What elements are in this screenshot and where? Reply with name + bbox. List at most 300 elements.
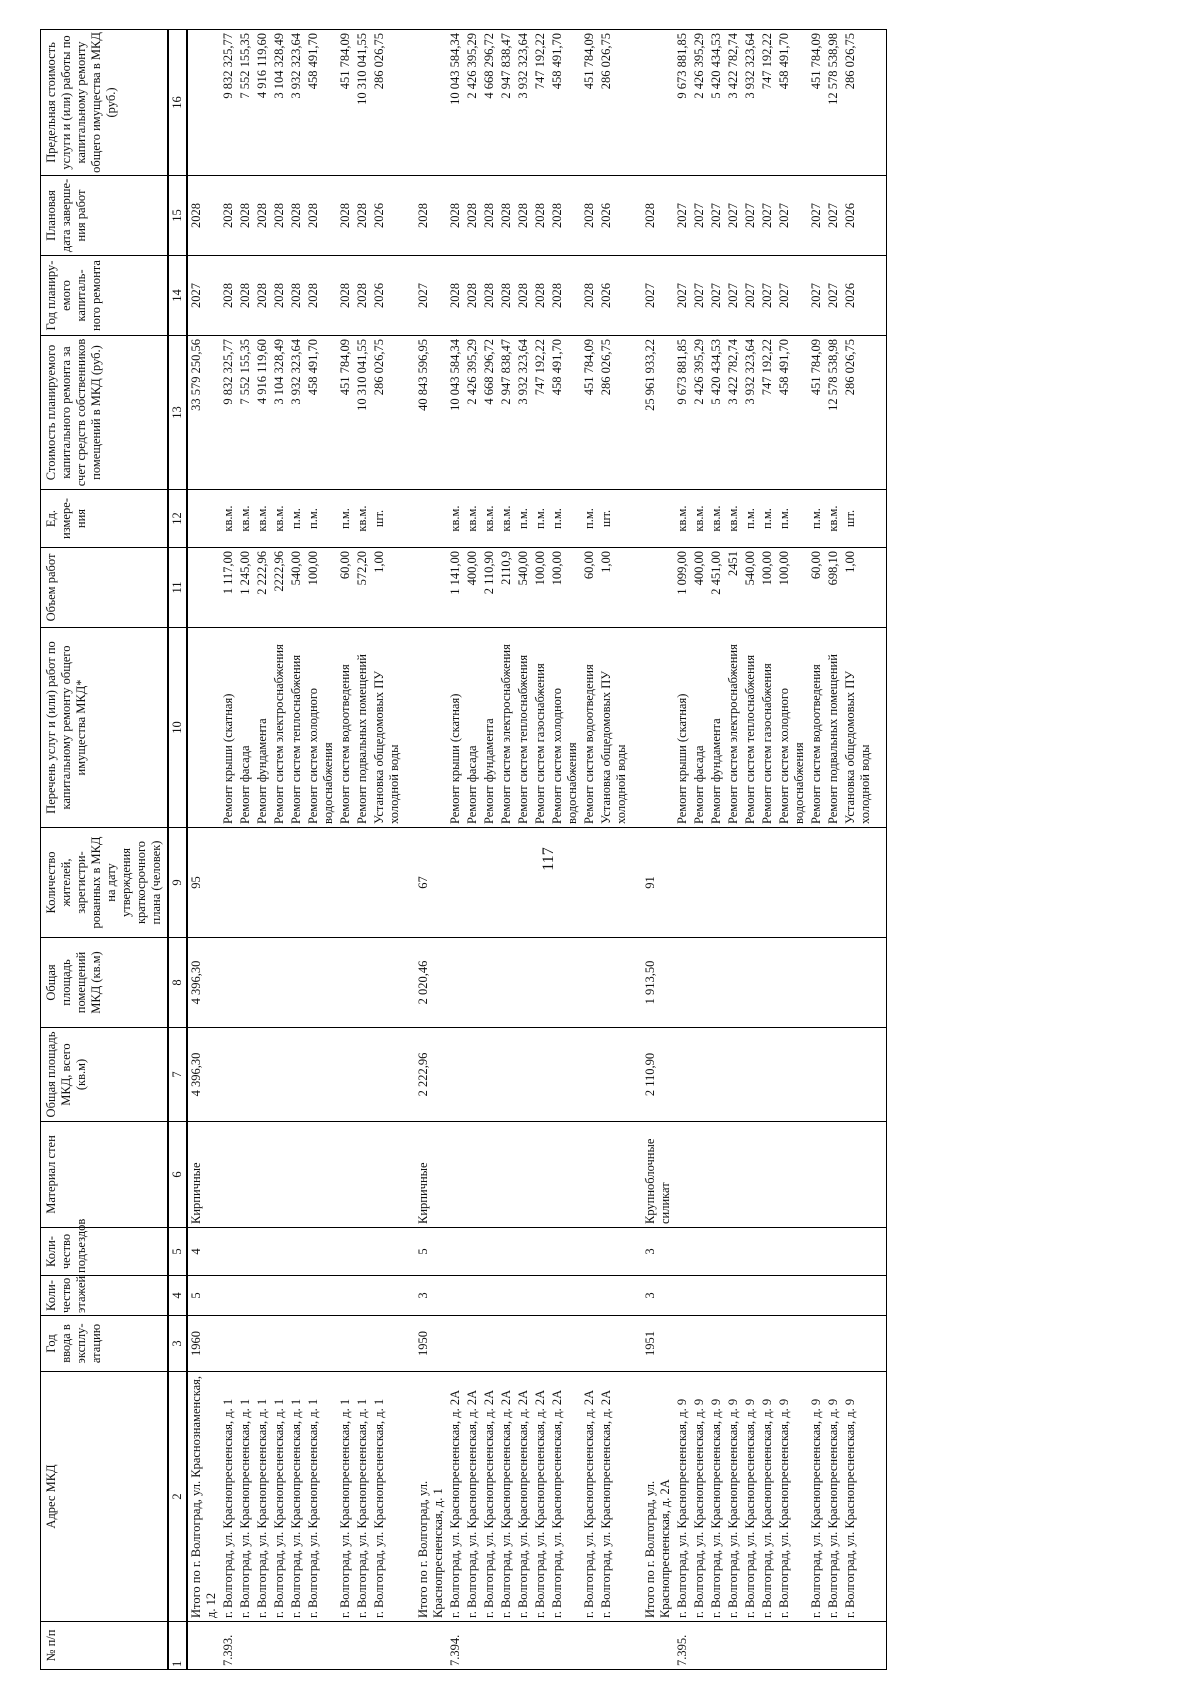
empty-cell [759, 1028, 776, 1122]
max-cost [187, 30, 220, 176]
end-date: 2027 [674, 176, 691, 256]
end-date: 2027 [725, 176, 742, 256]
row-index [354, 1622, 371, 1670]
work-type: Ремонт крыши (скатная) [447, 628, 464, 828]
empty-cell [271, 1276, 288, 1316]
max-cost [642, 30, 674, 176]
empty-cell [254, 1276, 271, 1316]
volume: 572,20 [354, 548, 371, 628]
max-cost: 3 104 328,49 [271, 30, 288, 176]
volume: 60,00 [337, 548, 354, 628]
plan-year: 2027 [776, 256, 808, 336]
empty-cell [220, 938, 237, 1028]
unit: п.м. [288, 490, 305, 548]
spacer-cell [630, 1622, 642, 1670]
table-row [220, 30, 237, 1670]
empty-cell [515, 1316, 532, 1372]
empty-cell [549, 1122, 581, 1228]
spacer-cell [874, 1028, 887, 1122]
cost: 4 668 296,72 [481, 336, 498, 490]
empty-cell [220, 828, 237, 938]
empty-cell [708, 1316, 725, 1372]
table-row [808, 30, 825, 1670]
spacer-cell [630, 1316, 642, 1372]
row-index [187, 1622, 220, 1670]
column-number-13: 13 [168, 336, 187, 490]
residents: 91 [642, 828, 674, 938]
plan-year: 2028 [271, 256, 288, 336]
empty-cell [220, 1122, 237, 1228]
max-cost: 286 026,75 [371, 30, 403, 176]
empty-cell [725, 1028, 742, 1122]
end-date: 2028 [481, 176, 498, 256]
empty-cell [305, 1276, 337, 1316]
spacer-cell [874, 336, 887, 490]
empty-cell [725, 1316, 742, 1372]
empty-cell [708, 1028, 725, 1122]
spacer-cell [630, 1228, 642, 1276]
table-row [532, 30, 549, 1670]
volume [415, 548, 447, 628]
volume: 1 141,00 [447, 548, 464, 628]
empty-cell [691, 1276, 708, 1316]
max-cost: 5 420 434,53 [708, 30, 725, 176]
work-type: Установка общедомовых ПУ холодной воды [371, 628, 403, 828]
empty-cell [464, 1276, 481, 1316]
spacer-cell [630, 336, 642, 490]
end-date: 2028 [415, 176, 447, 256]
year-built: 1960 [187, 1316, 220, 1372]
address: г. Волгоград, ул. Краснопресненская, д. 2А [447, 1372, 464, 1622]
plan-year: 2026 [842, 256, 874, 336]
address: г. Волгоград, ул. Краснопресненская, д. 9 [742, 1372, 759, 1622]
column-header-12: Ед. измере-ния [41, 490, 169, 548]
unit: шт. [598, 490, 630, 548]
empty-cell [305, 1228, 337, 1276]
empty-cell [271, 1228, 288, 1276]
max-cost: 286 026,75 [598, 30, 630, 176]
cost: 12 578 538,98 [825, 336, 842, 490]
spacer-cell [403, 938, 415, 1028]
year-built: 1950 [415, 1316, 447, 1372]
empty-cell [337, 1228, 354, 1276]
cost: 3 932 323,64 [742, 336, 759, 490]
row-index [464, 1622, 481, 1670]
spacer-cell [403, 256, 415, 336]
column-number-16: 16 [168, 30, 187, 176]
end-date: 2028 [642, 176, 674, 256]
address: г. Волгоград, ул. Краснопресненская, д. 9 [725, 1372, 742, 1622]
empty-cell [549, 938, 581, 1028]
cost: 9 673 881,85 [674, 336, 691, 490]
empty-cell [515, 1276, 532, 1316]
plan-year: 2028 [464, 256, 481, 336]
table-row [337, 30, 354, 1670]
empty-cell [776, 1228, 808, 1276]
plan-year: 2027 [742, 256, 759, 336]
plan-year: 2027 [415, 256, 447, 336]
wall-material: Кирпичные [415, 1122, 447, 1228]
max-cost: 747 192,22 [759, 30, 776, 176]
unit [642, 490, 674, 548]
empty-cell [447, 828, 464, 938]
plan-year: 2027 [691, 256, 708, 336]
address: г. Волгоград, ул. Краснопресненская, д. 9 [674, 1372, 691, 1622]
empty-cell [842, 1228, 874, 1276]
empty-cell [825, 938, 842, 1028]
max-cost: 458 491,70 [305, 30, 337, 176]
wall-material: Крупноблочные силикат [642, 1122, 674, 1228]
empty-cell [808, 1122, 825, 1228]
empty-cell [220, 1276, 237, 1316]
row-index: 7.394. [447, 1622, 464, 1670]
table-row [549, 30, 581, 1670]
spacer-cell [630, 490, 642, 548]
column-header-6: Материал стен [41, 1122, 169, 1228]
cost: 286 026,75 [598, 336, 630, 490]
row-index: 7.395. [674, 1622, 691, 1670]
volume: 1 245,00 [237, 548, 254, 628]
unit [415, 490, 447, 548]
empty-cell [498, 1276, 515, 1316]
max-cost: 3 932 323,64 [288, 30, 305, 176]
cost: 451 784,09 [581, 336, 598, 490]
row-index [825, 1622, 842, 1670]
empty-cell [674, 1228, 691, 1276]
row-index [642, 1622, 674, 1670]
volume: 1 117,00 [220, 548, 237, 628]
volume: 1 099,00 [674, 548, 691, 628]
spacer-cell [874, 256, 887, 336]
empty-cell [674, 1122, 691, 1228]
empty-cell [759, 828, 776, 938]
empty-cell [674, 1276, 691, 1316]
unit: кв.м. [674, 490, 691, 548]
empty-cell [842, 1122, 874, 1228]
empty-cell [825, 1316, 842, 1372]
column-header-5: Коли-чество подъездов [41, 1228, 169, 1276]
group-spacer [874, 30, 887, 1670]
empty-cell [288, 1122, 305, 1228]
floors: 3 [642, 1276, 674, 1316]
empty-cell [581, 1122, 598, 1228]
spacer-cell [874, 938, 887, 1028]
spacer-cell [630, 176, 642, 256]
empty-cell [271, 1316, 288, 1372]
empty-cell [515, 1028, 532, 1122]
group-total-row [187, 30, 220, 1670]
empty-cell [254, 938, 271, 1028]
address: г. Волгоград, ул. Краснопресненская, д. 2А [515, 1372, 532, 1622]
empty-cell [464, 1028, 481, 1122]
address: г. Волгоград, ул. Краснопресненская, д. 1 [305, 1372, 337, 1622]
unit: п.м. [759, 490, 776, 548]
unit: кв.м. [447, 490, 464, 548]
cost: 747 192,22 [532, 336, 549, 490]
empty-cell [742, 1316, 759, 1372]
empty-cell [515, 1228, 532, 1276]
plan-year: 2028 [220, 256, 237, 336]
column-number-10: 10 [168, 628, 187, 828]
cost: 451 784,09 [337, 336, 354, 490]
row-index: 7.393. [220, 1622, 237, 1670]
cost: 3 104 328,49 [271, 336, 288, 490]
empty-cell [498, 828, 515, 938]
empty-cell [237, 1276, 254, 1316]
address: г. Волгоград, ул. Краснопресненская, д. 2А [549, 1372, 581, 1622]
column-number-14: 14 [168, 256, 187, 336]
empty-cell [447, 1228, 464, 1276]
address: г. Волгоград, ул. Краснопресненская, д. 9 [825, 1372, 842, 1622]
empty-cell [759, 1228, 776, 1276]
work-type: Ремонт крыши (скатная) [220, 628, 237, 828]
spacer-cell [630, 628, 642, 828]
end-date: 2026 [598, 176, 630, 256]
area-total: 2 110,90 [642, 1028, 674, 1122]
plan-year: 2027 [759, 256, 776, 336]
area-premises: 4 396,30 [187, 938, 220, 1028]
unit: шт. [371, 490, 403, 548]
volume: 400,00 [691, 548, 708, 628]
empty-cell [481, 828, 498, 938]
empty-cell [447, 1122, 464, 1228]
empty-cell [708, 1228, 725, 1276]
address: г. Волгоград, ул. Краснопресненская, д. 2А [598, 1372, 630, 1622]
end-date: 2028 [581, 176, 598, 256]
empty-cell [549, 828, 581, 938]
table-row [464, 30, 481, 1670]
max-cost: 10 310 041,55 [354, 30, 371, 176]
work-type: Ремонт фасада [237, 628, 254, 828]
empty-cell [305, 1028, 337, 1122]
row-index [271, 1622, 288, 1670]
table-body [187, 30, 887, 1670]
column-number-8: 8 [168, 938, 187, 1028]
empty-cell [337, 1316, 354, 1372]
max-cost: 4 916 119,60 [254, 30, 271, 176]
empty-cell [498, 1028, 515, 1122]
empty-cell [708, 938, 725, 1028]
volume: 540,00 [515, 548, 532, 628]
empty-cell [598, 1316, 630, 1372]
cost: 9 832 325,77 [220, 336, 237, 490]
column-number-1: 1 [168, 1622, 187, 1670]
cost: 286 026,75 [842, 336, 874, 490]
empty-cell [288, 828, 305, 938]
end-date: 2028 [549, 176, 581, 256]
work-type: Ремонт фасада [691, 628, 708, 828]
work-type: Ремонт фундамента [708, 628, 725, 828]
empty-cell [220, 1228, 237, 1276]
spacer-cell [403, 176, 415, 256]
empty-cell [447, 1028, 464, 1122]
empty-cell [254, 1228, 271, 1276]
column-number-4: 4 [168, 1276, 187, 1316]
row-index [581, 1622, 598, 1670]
row-index [254, 1622, 271, 1670]
work-type: Ремонт систем электроснабжения [271, 628, 288, 828]
empty-cell [598, 1276, 630, 1316]
unit: шт. [842, 490, 874, 548]
wall-material: Кирпичные [187, 1122, 220, 1228]
empty-cell [371, 938, 403, 1028]
max-cost: 286 026,75 [842, 30, 874, 176]
empty-cell [464, 1228, 481, 1276]
column-header-13: Стоимость планируемого капитального ремонта за счет средств собственников помещений в МКД (руб.) [41, 336, 169, 490]
table-row [271, 30, 288, 1670]
empty-cell [354, 1228, 371, 1276]
plan-year: 2027 [187, 256, 220, 336]
column-number-15: 15 [168, 176, 187, 256]
plan-year: 2028 [288, 256, 305, 336]
address: г. Волгоград, ул. Краснопресненская, д. 2А [581, 1372, 598, 1622]
work-type: Ремонт систем теплоснабжения [288, 628, 305, 828]
unit: п.м. [742, 490, 759, 548]
max-cost: 10 043 584,34 [447, 30, 464, 176]
empty-cell [842, 1316, 874, 1372]
empty-cell [776, 828, 808, 938]
spacer-cell [403, 336, 415, 490]
empty-cell [691, 1316, 708, 1372]
end-date: 2027 [808, 176, 825, 256]
end-date: 2027 [742, 176, 759, 256]
unit: кв.м. [237, 490, 254, 548]
empty-cell [549, 1276, 581, 1316]
work-type: Ремонт систем водоотведения [337, 628, 354, 828]
empty-cell [598, 1122, 630, 1228]
plan-year: 2027 [708, 256, 725, 336]
end-date: 2028 [254, 176, 271, 256]
empty-cell [691, 938, 708, 1028]
empty-cell [305, 1316, 337, 1372]
plan-year: 2028 [498, 256, 515, 336]
max-cost: 451 784,09 [337, 30, 354, 176]
cost: 2 426 395,29 [464, 336, 481, 490]
cost: 458 491,70 [776, 336, 808, 490]
unit: кв.м. [708, 490, 725, 548]
plan-year: 2027 [674, 256, 691, 336]
table-row [237, 30, 254, 1670]
empty-cell [808, 828, 825, 938]
empty-cell [354, 1028, 371, 1122]
empty-cell [220, 1316, 237, 1372]
empty-cell [825, 1276, 842, 1316]
empty-cell [371, 828, 403, 938]
row-index [549, 1622, 581, 1670]
empty-cell [776, 938, 808, 1028]
volume: 2 222,96 [254, 548, 271, 628]
volume: 60,00 [808, 548, 825, 628]
end-date: 2027 [776, 176, 808, 256]
spacer-cell [874, 1276, 887, 1316]
work-type: Ремонт подвальных помещений [354, 628, 371, 828]
table-row [305, 30, 337, 1670]
plan-year: 2028 [447, 256, 464, 336]
spacer-cell [403, 828, 415, 938]
row-index [742, 1622, 759, 1670]
address: г. Волгоград, ул. Краснопресненская, д. 9 [808, 1372, 825, 1622]
column-header-3: Год ввода в эксплу-атацию [41, 1316, 169, 1372]
unit: п.м. [532, 490, 549, 548]
total-cost: 33 579 250,56 [187, 336, 220, 490]
cost: 5 420 434,53 [708, 336, 725, 490]
row-index [498, 1622, 515, 1670]
end-date: 2028 [337, 176, 354, 256]
empty-cell [742, 1122, 759, 1228]
empty-cell [825, 828, 842, 938]
table-row [515, 30, 532, 1670]
spacer-cell [874, 548, 887, 628]
empty-cell [354, 938, 371, 1028]
plan-year: 2028 [254, 256, 271, 336]
unit: кв.м. [220, 490, 237, 548]
empty-cell [581, 1028, 598, 1122]
entrances: 4 [187, 1228, 220, 1276]
end-date: 2028 [288, 176, 305, 256]
spacer-cell [630, 828, 642, 938]
floors: 5 [187, 1276, 220, 1316]
address: г. Волгоград, ул. Краснопресненская, д. 2А [532, 1372, 549, 1622]
spacer-cell [403, 490, 415, 548]
max-cost: 2 426 395,29 [691, 30, 708, 176]
table-row [742, 30, 759, 1670]
table-row [825, 30, 842, 1670]
address: г. Волгоград, ул. Краснопресненская, д. 1 [288, 1372, 305, 1622]
work-type: Ремонт систем газоснабжения [759, 628, 776, 828]
unit: кв.м. [498, 490, 515, 548]
empty-cell [825, 1028, 842, 1122]
address: г. Волгоград, ул. Краснопресненская, д. 1 [371, 1372, 403, 1622]
work-type: Ремонт систем теплоснабжения [515, 628, 532, 828]
empty-cell [842, 1028, 874, 1122]
plan-year: 2027 [808, 256, 825, 336]
empty-cell [237, 828, 254, 938]
table-row [498, 30, 515, 1670]
empty-cell [776, 1122, 808, 1228]
column-number-7: 7 [168, 1028, 187, 1122]
empty-cell [447, 1316, 464, 1372]
empty-cell [808, 1028, 825, 1122]
plan-year: 2027 [825, 256, 842, 336]
empty-cell [464, 828, 481, 938]
column-header-15: Плановая дата заверше-ния работ [41, 176, 169, 256]
empty-cell [237, 1316, 254, 1372]
spacer-cell [874, 1622, 887, 1670]
row-index [691, 1622, 708, 1670]
table-row [371, 30, 403, 1670]
spacer-cell [874, 1316, 887, 1372]
cost: 4 916 119,60 [254, 336, 271, 490]
table-row [481, 30, 498, 1670]
volume: 100,00 [305, 548, 337, 628]
spacer-cell [630, 1372, 642, 1622]
empty-cell [447, 938, 464, 1028]
plan-year: 2026 [598, 256, 630, 336]
volume: 60,00 [581, 548, 598, 628]
work-type: Ремонт систем электроснабжения [725, 628, 742, 828]
empty-cell [759, 938, 776, 1028]
unit: п.м. [549, 490, 581, 548]
max-cost: 451 784,09 [581, 30, 598, 176]
max-cost: 2 426 395,29 [464, 30, 481, 176]
max-cost: 2 947 838,47 [498, 30, 515, 176]
empty-cell [581, 1228, 598, 1276]
column-number-9: 9 [168, 828, 187, 938]
cost: 3 422 782,74 [725, 336, 742, 490]
empty-cell [288, 1276, 305, 1316]
empty-cell [691, 1228, 708, 1276]
plan-year: 2027 [725, 256, 742, 336]
